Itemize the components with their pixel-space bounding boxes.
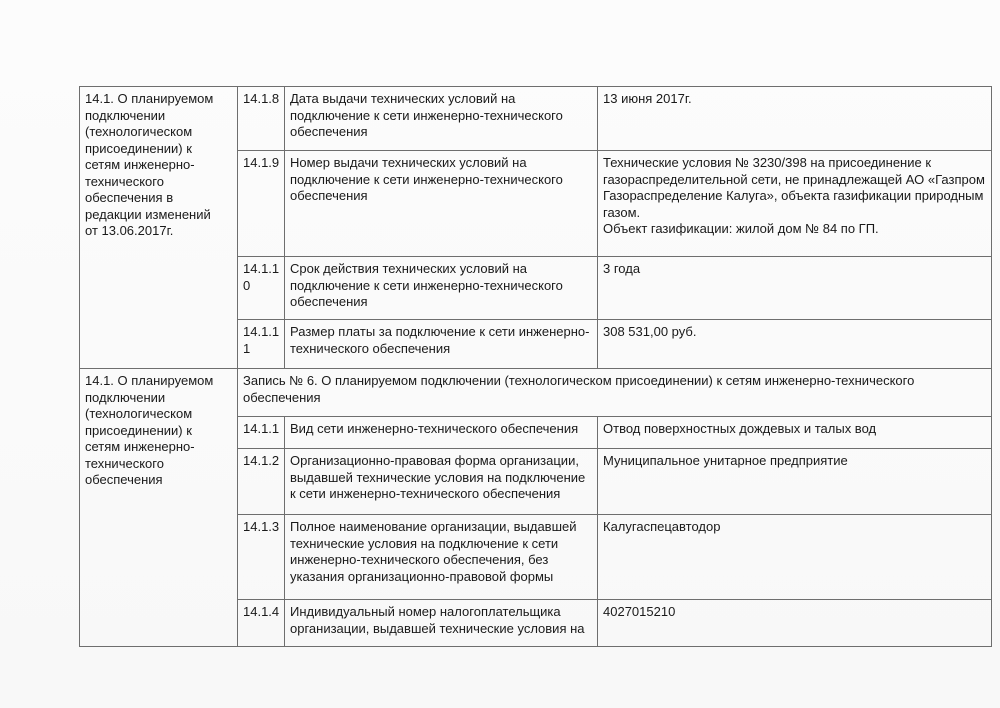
item-label: Срок действия технических условий на подключение к сети инженерно-технического обеспечения — [285, 257, 598, 320]
item-number: 14.1.8 — [238, 87, 285, 151]
section-title-line: (технологическом — [85, 406, 193, 421]
item-value — [598, 515, 992, 600]
item-number: 14.1.9 — [238, 151, 285, 257]
section-title-line: подключении — [85, 107, 166, 123]
section-title-line: от 13.06.2017г. — [85, 223, 174, 238]
item-value-line: 308 531,00 руб. — [603, 324, 697, 339]
item-label: Размер платы за подключение к сети инженерно-технического обеспечения — [285, 320, 598, 369]
item-number: 14.1.3 — [238, 515, 285, 600]
section-title-cell — [80, 369, 238, 647]
item-value-line: 4027015210 — [603, 604, 676, 619]
section-title-line: подключении — [85, 389, 166, 405]
item-number: 14.1.2 — [238, 449, 285, 515]
section-title-line: обеспечения в — [85, 190, 174, 205]
item-value — [598, 449, 992, 515]
item-value — [598, 320, 992, 369]
project-declaration-table — [79, 86, 992, 647]
item-value — [598, 417, 992, 449]
item-label: Индивидуальный номер налогоплательщика организации, выдавшей технические условия на — [285, 600, 598, 647]
item-label: Полное наименование организации, выдавшей технические условия на подключение к сети инженерно-технического обеспечения, без указания организационно-правовой формы — [285, 515, 598, 600]
section-title-cell — [80, 87, 238, 369]
table-row — [80, 87, 992, 151]
item-label: Вид сети инженерно-технического обеспечения — [285, 417, 598, 449]
item-value — [598, 600, 992, 647]
section-title-line: редакции изменений — [85, 206, 211, 222]
section-title-line: сетям инженерно- — [85, 157, 195, 172]
section-title-line: технического — [85, 455, 164, 471]
item-value-line: Объект газификации: жилой дом № 84 по ГП. — [603, 221, 879, 236]
section-title-line: присоединении) к — [85, 422, 192, 438]
item-label: Организационно-правовая форма организации, выдавшей технические условия на подключение к сети инженерно-технического обеспечения — [285, 449, 598, 515]
item-number: 14.1.11 — [238, 320, 285, 369]
item-value — [598, 87, 992, 151]
section-title-line: 14.1. О планируемом — [85, 91, 214, 106]
section-title-line: сетям инженерно- — [85, 439, 195, 454]
table-row — [80, 369, 992, 417]
item-label: Номер выдачи технических условий на подключение к сети инженерно-технического обеспечения — [285, 151, 598, 257]
section-title-line: обеспечения — [85, 472, 163, 487]
item-value-line: Отвод поверхностных дождевых и талых вод — [603, 421, 877, 436]
item-number: 14.1.4 — [238, 600, 285, 647]
section-title-line: 14.1. О планируемом — [85, 373, 214, 388]
item-value-line: Калугаспецавтодор — [603, 519, 721, 534]
item-number: 14.1.1 — [238, 417, 285, 449]
item-label: Дата выдачи технических условий на подключение к сети инженерно-технического обеспечения — [285, 87, 598, 151]
record-header: Запись № 6. О планируемом подключении (технологическом присоединении) к сетям инженерно-технического обеспечения — [238, 369, 992, 417]
item-value — [598, 257, 992, 320]
section-title-line: технического — [85, 173, 164, 189]
item-value-line: 13 июня 2017г. — [603, 91, 692, 106]
item-number: 14.1.10 — [238, 257, 285, 320]
section-title-line: (технологическом — [85, 124, 193, 139]
item-value-line: 3 года — [603, 261, 641, 276]
section-title-line: присоединении) к — [85, 140, 192, 156]
item-value-line: Технические условия № 3230/398 на присоединение к газораспределительной сети, не принадлежащей АО «Газпром Газораспределение Калуга», объекта газификации природным газом. — [603, 155, 985, 220]
item-value — [598, 151, 992, 257]
item-value-line: Муниципальное унитарное предприятие — [603, 453, 848, 468]
